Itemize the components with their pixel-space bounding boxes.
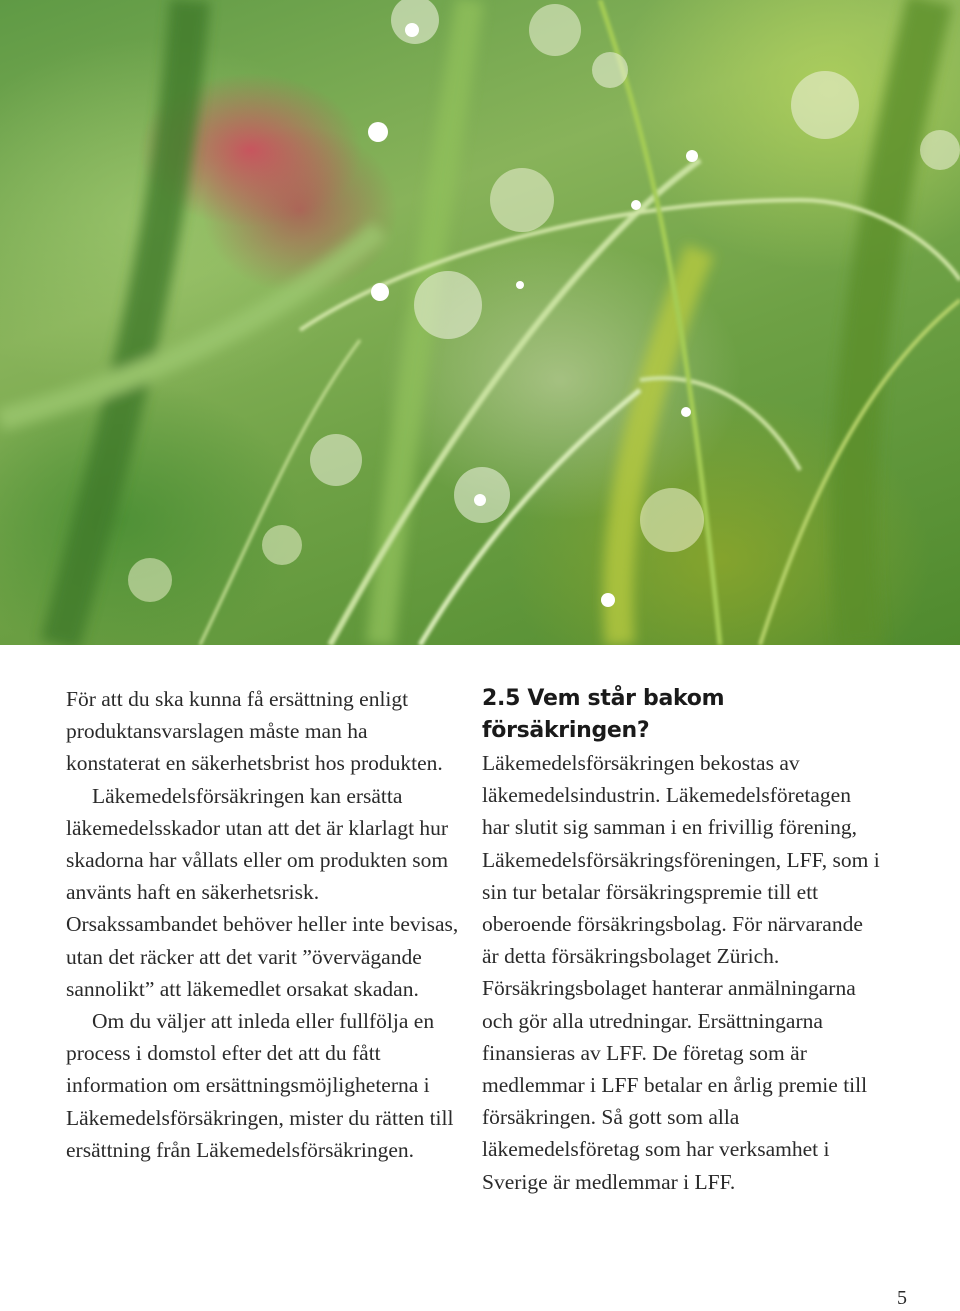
right-column xyxy=(482,683,882,1198)
section-heading: 2.5 Vem står bakom försäkringen? xyxy=(482,686,725,743)
hero-photo-grass-dew xyxy=(0,0,960,645)
page-number: 5 xyxy=(897,1287,907,1309)
paragraph: Läkemedelsförsäkringen bekostas av läkemedelsindustrin. Läkemedelsföretagen har slutit sig samman i en frivillig förening, Läkemedelsförsäkringsföreningen, LFF, som i sin tur betalar försäkringspremie till ett oberoende försäkringsbolag. För närvarande är detta försäkringsbolaget Zürich. Försäkringsbolaget hanterar anmälningarna och gör alla utredningar. Ersättningarna finansieras av LFF. De företag som är medlemmar i LFF betalar en årlig premie till försäkringen. Så gott som alla läkemedelsföretag som har verksamhet i Sverige är medlemmar i LFF. xyxy=(482,751,880,1194)
left-column xyxy=(66,683,461,1166)
paragraph: Läkemedelsförsäkringen kan ersätta läkemedelsskador utan att det är klarlagt hur skadorna har vållats eller om produkten som använts haft en säkerhetsrisk. Orsakssambandet behöver heller inte bevisas, utan det räcker att det varit ”övervägande sannolikt” att läkemedlet orsakat skadan. xyxy=(66,783,459,1001)
paragraph: För att du ska kunna få ersättning enligt produktansvarslagen måste man ha konstaterat en säkerhetsbrist hos produkten. xyxy=(66,687,443,776)
paragraph: Om du väljer att inleda eller fullfölja en process i domstol efter det att du fått information om ersättningsmöjligheterna i Läkemedelsförsäkringen, mister du rätten till ersättning från Läkemedelsförsäkringen. xyxy=(66,1009,454,1162)
grass-illustration xyxy=(0,0,960,645)
